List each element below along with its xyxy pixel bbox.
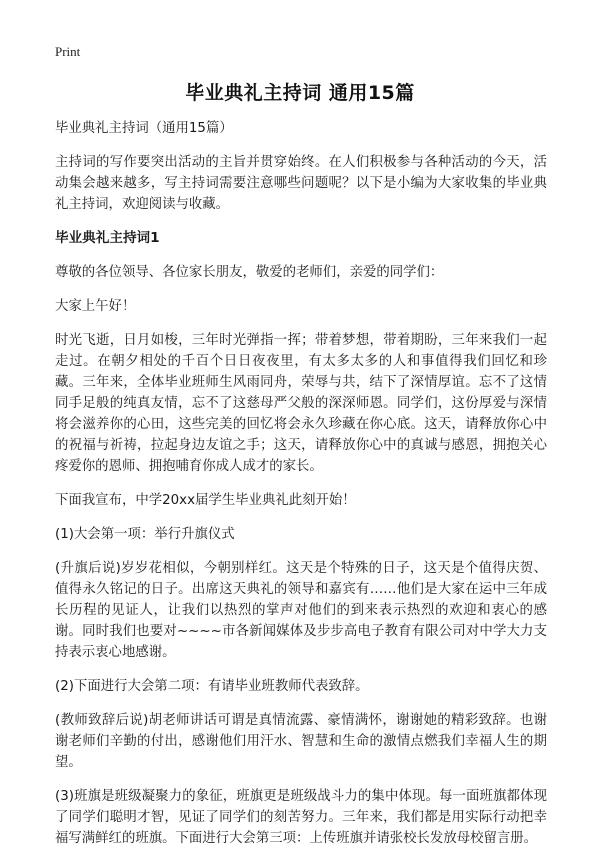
intro-paragraph: 主持词的写作要突出活动的主旨并贯穿始终。在人们积极参与各种活动的今天，活动集会越来越多，写主持词需要注意哪些问题呢？以下是小编为大家收集的毕业典礼主持词，欢迎阅读与收藏。 (55, 155, 547, 212)
print-label: Print (55, 44, 81, 59)
agenda-item-3: (3)班旗是班级凝聚力的象征，班旗更是班级战斗力的集中体现。每一面班旗都体现了同学们聪明才智，见证了同学们的刻苦努力。三年来，我们都是用实际行动把幸福写满鲜红的班旗。下面进行大会第三项：上传班旗并请张校长发放母校留言册。 (55, 789, 547, 846)
section-heading: 毕业典礼主持词1 (55, 230, 160, 246)
document-title: 毕业典礼主持词 通用15篇 (185, 82, 415, 104)
opening-paragraph: 时光飞逝，日月如梭，三年时光弹指一挥；带着梦想，带着期盼，三年来我们一起走过。在朝夕相处的千百个日日夜夜里，有太多太多的人和事值得我们回忆和珍藏。三年来，全体毕业班师生风雨同舟，荣辱与共，结下了深情厚谊。忘不了这情同手足般的纯真友情，忘不了这慈母严父般的深深师恩。同学们，这份厚爱与深情将会滋养你的心田，这些完美的回忆将会永久珍藏在你心底。这天，请释放你心中的祝福与祈祷，拉起身边友谊之手；这天，请释放你心中的真诚与感恩，拥抱关心疼爱你的恩师、拥抱哺育你成人成才的家长。 (55, 333, 547, 474)
document-subtitle: 毕业典礼主持词（通用15篇） (55, 121, 233, 136)
teacher-speech-paragraph: (教师致辞后说)胡老师讲话可谓是真情流露、豪情满怀，谢谢她的精彩致辞。也谢谢老师们辛勤的付出，感谢他们用汗水、智慧和生命的激情点燃我们幸福人生的期望。 (55, 713, 547, 770)
agenda-item-2: (2)下面进行大会第二项：有请毕业班教师代表致辞。 (55, 679, 369, 694)
announcement-paragraph: 下面我宣布，中学20xx届学生毕业典礼此刻开始！ (55, 493, 356, 508)
good-morning-paragraph: 大家上午好！ (55, 299, 136, 314)
greeting-paragraph: 尊敬的各位领导、各位家长朋友，敬爱的老师们，亲爱的同学们： (55, 265, 444, 280)
agenda-item-1: (1)大会第一项：举行升旗仪式 (55, 527, 235, 542)
flag-raising-paragraph: (升旗后说)岁岁花相似，今朝别样红。这天是个特殊的日子，这天是个值得庆贺、值得永久铭记的日子。出席这天典礼的领导和嘉宾有……他们是大家在运中三年成长历程的见证人，让我们以热烈的掌声对他们的到来表示热烈的欢迎和衷心的感谢。同时我们也要对~~~~市各新闻媒体及步步高电子教育有限公司对中学大力支持表示衷心地感谢。 (55, 561, 547, 660)
document-body (55, 118, 547, 862)
